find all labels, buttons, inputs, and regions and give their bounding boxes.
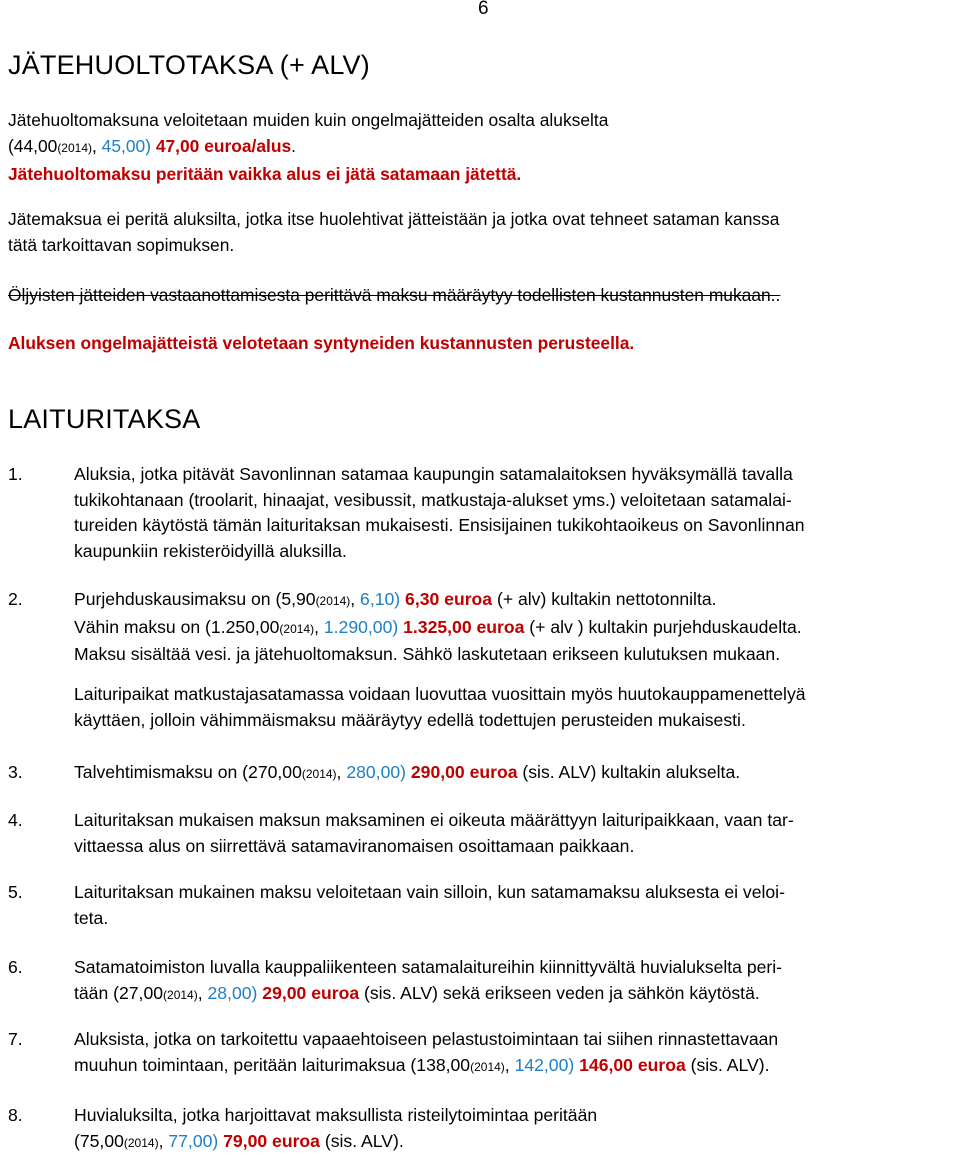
item-number: 4.: [8, 810, 23, 830]
waste-line-3: Jätehuoltomaksu peritään vaikka alus ei jätä satamaan jätettä.: [8, 164, 522, 184]
item-6-line-1: Satamatoimiston luvalla kauppaliikenteen satamalaitureihin kiinnittyvältä huvialukselta peri-: [74, 957, 783, 977]
item-number: 2.: [8, 589, 23, 609]
item-8-line-2: (75,00(2014), 77,00) 79,00 euroa (sis. ALV).: [74, 1130, 404, 1151]
dock-item-3: [8, 760, 954, 788]
item-number: 8.: [8, 1105, 23, 1125]
waste-heading: JÄTEHUOLTOTAKSA (+ ALV): [8, 50, 370, 80]
waste-line-4: Jätemaksua ei peritä aluksilta, jotka itse huolehtivat jätteistään ja jotka ovat tehneet sataman kanssa: [8, 209, 780, 229]
item-number: 5.: [8, 882, 23, 902]
hazardous-waste-note: [8, 330, 954, 356]
item-5-line-2: teta.: [74, 907, 109, 928]
item-6-line-2: tään (27,00(2014), 28,00) 29,00 euroa (sis. ALV) sekä erikseen veden ja sähkön käytöstä.: [74, 982, 760, 1003]
item-8-line-1: Huvialuksilta, jotka harjoittavat maksullista risteilytoimintaa peritään: [74, 1105, 598, 1125]
dock-item-8: [8, 1103, 954, 1156]
item-7-line-1: Aluksista, jotka on tarkoitettu vapaaehtoiseen pelastustoimintaan tai siihen rinnastettavaan: [74, 1029, 779, 1049]
dock-item-4: [8, 808, 954, 859]
oil-waste-note: [8, 282, 954, 308]
item-1-line-2: tukikohtanaan (troolarit, hinaajat, vesibussit, matkustaja-alukset yms.) veloitetaan satamalai-: [74, 489, 792, 510]
waste-line-2: (44,00(2014), 45,00) 47,00 euroa/alus.: [8, 136, 296, 156]
page-number: 6: [478, 0, 489, 19]
waste-exemption: [8, 206, 954, 258]
waste-line-1: Jätehuoltomaksuna veloitetaan muiden kuin ongelmajätteiden osalta alukselta: [8, 110, 609, 130]
item-1-line-3: tureiden käytöstä tämän laituritaksan mukaisesti. Ensisijainen tukikohtaoikeus on Savonlinnan: [74, 515, 805, 536]
dock-item-5: [8, 880, 954, 931]
item-number: 7.: [8, 1029, 23, 1049]
waste-line-7: Aluksen ongelmajätteistä velotetaan syntyneiden kustannusten perusteella.: [8, 333, 635, 353]
item-2-line-3: Maksu sisältää vesi. ja jätehuoltomaksun. Sähkö laskutetaan erikseen kulutuksen mukaan.: [74, 644, 781, 665]
waste-line-6: Öljyisten jätteiden vastaanottamisesta perittävä maksu määräytyy todellisten kustannusten mukaan..: [8, 285, 781, 305]
dock-item-2-auction: [8, 682, 954, 733]
dock-item-2: [8, 587, 954, 668]
dock-item-6: [8, 955, 954, 1008]
item-3-line-1: Talvehtimismaksu on (270,00(2014), 280,00) 290,00 euroa (sis. ALV) kultakin alukselta.: [74, 762, 741, 782]
dock-heading: LAITURITAKSA: [8, 404, 201, 434]
item-7-line-2: muuhun toimintaan, peritään laiturimaksua (138,00(2014), 142,00) 146,00 euroa (sis. ALV).: [74, 1054, 770, 1075]
item-number: 3.: [8, 762, 23, 782]
waste-section: [8, 107, 954, 187]
waste-line-5: tätä tarkoittavan sopimuksen.: [8, 235, 235, 255]
item-2-line-2: Vähin maksu on (1.250,00(2014), 1.290,00) 1.325,00 euroa (+ alv ) kultakin purjehduskaudelta.: [74, 616, 802, 637]
item-2-line-1: Purjehduskausimaksu on (5,90(2014), 6,10) 6,30 euroa (+ alv) kultakin nettotonnilta.: [74, 589, 717, 609]
item-4-line-1: Laituritaksan mukaisen maksun maksaminen ei oikeuta määrättyyn laituripaikkaan, vaan tar-: [74, 810, 794, 830]
item-5-line-1: Laituritaksan mukainen maksu veloitetaan vain silloin, kun satamamaksu aluksesta ei veloi-: [74, 882, 785, 902]
item-1-line-4: kaupunkiin rekisteröidyillä aluksilla.: [74, 540, 347, 561]
dock-item-7: [8, 1027, 954, 1080]
dock-item-1: [8, 462, 954, 564]
item-2-auction-line-1: Laituripaikat matkustajasatamassa voidaan luovuttaa vuosittain myös huutokauppamenettelyä: [74, 684, 806, 704]
item-number: 1.: [8, 464, 23, 484]
item-1-line-1: Aluksia, jotka pitävät Savonlinnan satamaa kaupungin satamalaitoksen hyväksymällä tavalla: [74, 464, 793, 484]
item-4-line-2: vittaessa alus on siirrettävä satamaviranomaisen osoittamaan paikkaan.: [74, 835, 635, 856]
item-2-auction-line-2: käyttäen, jolloin vähimmäismaksu määräytyy edellä todettujen perusteiden mukaisesti.: [74, 709, 746, 730]
item-number: 6.: [8, 957, 23, 977]
